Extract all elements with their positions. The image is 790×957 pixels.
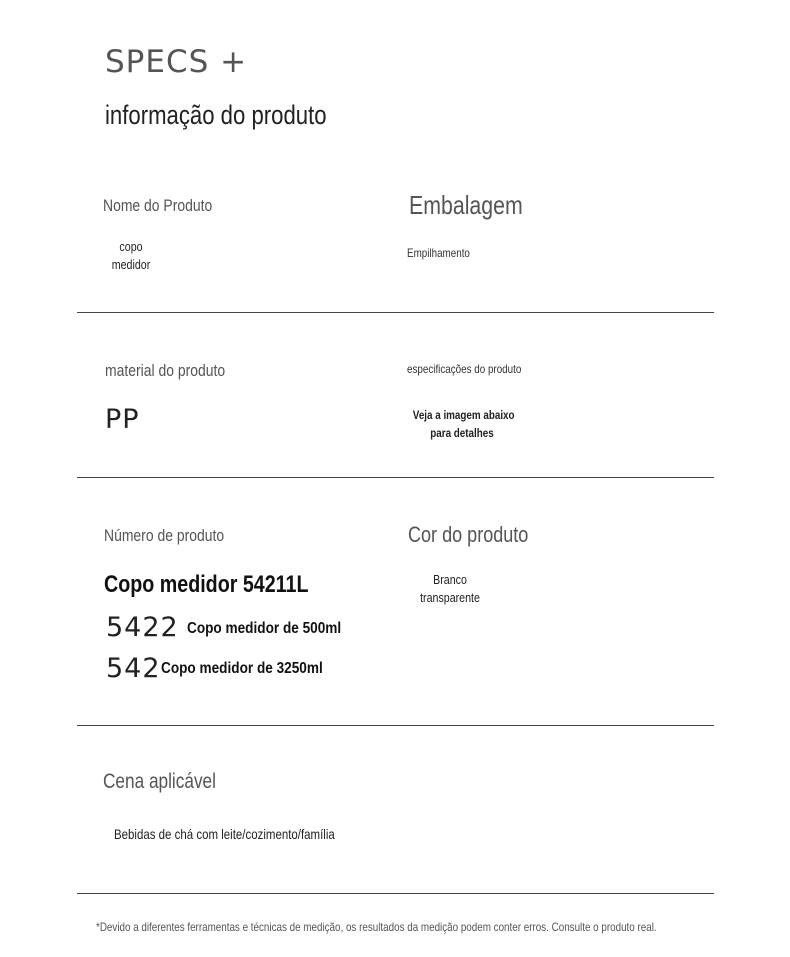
scene-value: Bebidas de chá com leite/cozimento/família (114, 826, 335, 842)
color-line1: Branco (433, 572, 467, 587)
color-value (410, 571, 490, 607)
specifications-label: especificações do produto (407, 362, 522, 376)
packaging-label: Embalagem (409, 190, 523, 220)
product-number-main: Copo medidor 54211L (104, 571, 309, 598)
page-subtitle: informação do produto (105, 100, 327, 130)
scene-label: Cena aplicável (103, 770, 216, 793)
color-label: Cor do produto (408, 522, 529, 547)
packaging-value: Empilhamento (407, 246, 470, 260)
divider-3 (77, 725, 714, 726)
specs-title: SPECS + (105, 44, 248, 80)
material-value: PP (105, 404, 140, 435)
divider-1 (77, 312, 714, 313)
specifications-value (402, 406, 522, 442)
item-desc: Copo medidor de 500ml (187, 620, 342, 637)
material-label: material do produto (105, 361, 226, 380)
product-name-label: Nome do Produto (103, 196, 213, 215)
divider-2 (77, 477, 714, 478)
product-name-line1: copo (119, 239, 143, 254)
specifications-line2: para detalhes (430, 426, 494, 440)
measurement-footnote: *Devido a diferentes ferramentas e técnicas de medição, os resultados da medição podem conter erros. Consulte o produto real. (96, 920, 657, 934)
divider-4 (77, 893, 714, 894)
item-code: 542 (106, 653, 161, 684)
specifications-line1: Veja a imagem abaixo (412, 408, 515, 422)
product-name-line2: medidor (111, 257, 151, 272)
product-name-value (100, 238, 162, 274)
item-desc: Copo medidor de 3250ml (161, 660, 323, 677)
item-code: 5422 (106, 612, 179, 643)
color-line2: transparente (420, 590, 480, 605)
product-number-label: Número de produto (104, 526, 225, 545)
